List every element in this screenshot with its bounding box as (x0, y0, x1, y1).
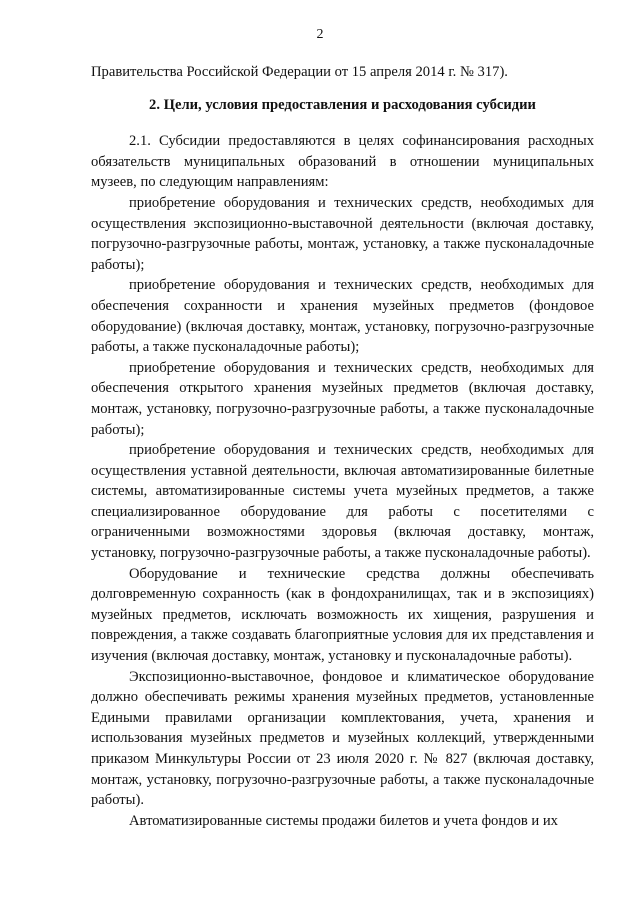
section-heading: 2. Цели, условия предоставления и расходования субсидии (149, 96, 536, 113)
page-number: 2 (316, 27, 324, 42)
document-body (91, 62, 594, 831)
paragraph-direction-storage: приобретение оборудования и технических средств, необходимых для обеспечения сохранности и хранения музейных предметов (фондовое оборудование) (включая доставку, монтаж, установку, погрузочно-разгрузочные работы, а также пусконаладочные работы); (91, 277, 594, 356)
paragraph-equipment-requirements: Оборудование и технические средства должны обеспечивать долговременную сохранность (как в фондохранилищах, так и в экспозициях) музейных предметов, исключать возможность их хищения, разрушения и повреждения, а также создавать благоприятные условия для их представления и изучения (включая доставку, монтаж, установку и пусконаладочные работы). (91, 565, 594, 665)
paragraph-direction-exposition: приобретение оборудования и технических средств, необходимых для осуществления экспозиционно-выставочной деятельности (включая доставку, погрузочно-разгрузочные работы, монтаж, установку, а также пусконаладочные работы); (91, 194, 594, 273)
paragraph-direction-open-storage: приобретение оборудования и технических средств, необходимых для обеспечения открытого хранения музейных предметов (включая доставку, монтаж, установку, погрузочно-разгрузочные работы, а также пусконаладочные работы); (91, 359, 594, 438)
paragraph-continuation: Правительства Российской Федерации от 15 апреля 2014 г. № 317). (91, 64, 508, 80)
paragraph-exposition-equipment: Экспозиционно-выставочное, фондовое и климатическое оборудование должно обеспечивать режимы хранения музейных предметов, установленные Едиными правилами организации комплектования, учета, хранения и использования музейных предметов и музейных коллекций, утвержденными приказом Минкультуры России от 23 июля 2020 г. № 827 (включая доставку, монтаж, установку, погрузочно-разгрузочные работы, а также пусконаладочные работы). (91, 668, 594, 809)
paragraph-automated-systems: Автоматизированные системы продажи билетов и учета фондов и их (129, 812, 558, 829)
paragraph-2-1: 2.1. Субсидии предоставляются в целях софинансирования расходных обязательств муниципальных образований в отношении муниципальных музеев, по следующим направлениям: (91, 133, 594, 191)
paragraph-direction-statutory: приобретение оборудования и технических средств, необходимых для осуществления уставной деятельности, включая автоматизированные билетные системы, автоматизированные системы учета музейных предметов, а также специализированное оборудование для работы с посетителями с ограниченными возможностями здоровья (включая доставку, монтаж, установку, погрузочно-разгрузочные работы, а также пусконаладочные работы). (91, 442, 594, 562)
